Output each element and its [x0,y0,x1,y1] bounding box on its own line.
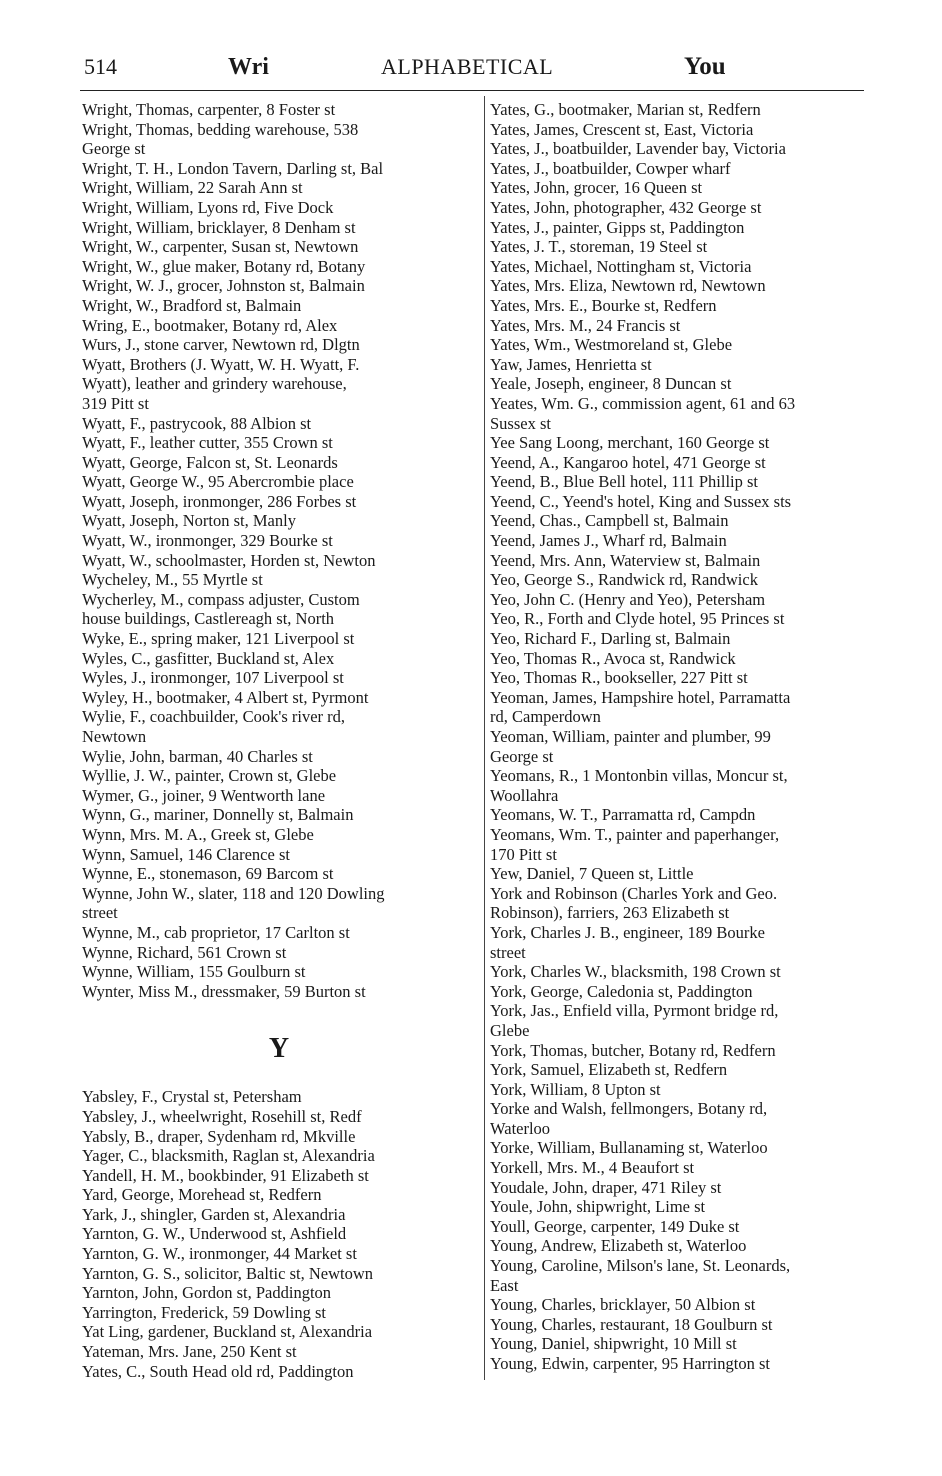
entry-line: Yeend, C., Yeend's hotel, King and Sussex sts [490,491,792,511]
directory-entry [82,962,476,982]
entry-line: Yeend, A., Kangaroo hotel, 471 George st [490,452,766,472]
directory-entry [82,453,476,473]
entry-line: Wright, Thomas, carpenter, 8 Foster st [82,100,336,119]
entry-continuation: George st [82,139,146,159]
directory-entry [490,335,866,355]
entry-line: Young, Caroline, Milson's lane, St. Leonards, [490,1256,791,1276]
directory-entry [490,198,866,218]
entry-line: Youle, John, shipwright, Lime st [490,1197,706,1217]
entry-continuation: Waterloo [490,1118,551,1138]
directory-entry [490,237,866,257]
directory-entry [82,472,476,492]
directory-entry [82,570,476,590]
entry-line: Wyley, H., bootmaker, 4 Albert st, Pyrmont [82,687,369,707]
directory-entry [490,570,866,590]
section-letter-y: Y [268,1033,290,1065]
directory-entry [490,355,866,375]
entry-line: Wynne, William, 155 Goulburn st [82,962,306,982]
entry-line: Wright, T. H., London Tavern, Darling st, Bal [82,158,384,178]
entry-continuation: street [490,942,526,962]
directory-entry [490,1060,866,1080]
directory-entry [490,884,866,923]
directory-entry [82,1283,476,1303]
directory-entry [82,178,476,198]
directory-entry [82,511,476,531]
entry-line: Young, Charles, bricklayer, 50 Albion st [490,1295,756,1315]
entry-line: Yates, J., boatbuilder, Lavender bay, Victoria [490,139,786,159]
entry-line: Yee Sang Loong, merchant, 160 George st [490,433,770,453]
directory-entry [490,805,866,825]
directory-entry [82,1362,476,1382]
directory-entry [82,1107,476,1127]
directory-entry [82,864,476,884]
entry-line: Wynne, M., cab proprietor, 17 Carlton st [82,922,350,942]
entry-line: Yarnton, John, Gordon st, Paddington [82,1283,332,1303]
header-rule [80,90,864,91]
directory-entry [490,472,866,492]
entry-continuation: street [82,903,118,923]
entry-line: Yates, Wm., Westmoreland st, Glebe [490,335,733,355]
entry-continuation: 170 Pitt st [490,844,557,864]
directory-entry [82,414,476,434]
entry-line: Yeo, Richard F., Darling st, Balmain [490,629,731,649]
entry-line: Young, Andrew, Elizabeth st, Waterloo [490,1236,747,1256]
entry-line: Yates, Michael, Nottingham st, Victoria [490,256,752,276]
directory-entry [490,316,866,336]
entry-line: Yeo, Thomas R., Avoca st, Randwick [490,648,736,668]
entry-line: York, Charles J. B., engineer, 189 Bourke [490,922,765,942]
entry-line: Wyatt, George W., 95 Abercrombie place [82,472,354,492]
entry-line: Youll, George, carpenter, 149 Duke st [490,1216,740,1236]
right-column [490,100,866,1374]
entry-line: Yabsley, F., Crystal st, Petersham [82,1087,302,1107]
entry-continuation: Robinson), farriers, 263 Elizabeth st [490,903,730,923]
entry-line: Youdale, John, draper, 471 Riley st [490,1177,722,1197]
directory-entry [490,923,866,962]
entry-line: Yandell, H. M., bookbinder, 91 Elizabeth st [82,1165,369,1185]
entry-line: Wyatt, George, Falcon st, St. Leonards [82,452,338,472]
directory-entry [82,198,476,218]
entry-line: Wycheley, M., 55 Myrtle st [82,570,263,590]
entry-line: Young, Edwin, carpenter, 95 Harrington st [490,1354,770,1373]
directory-entry [490,1041,866,1061]
directory-entry [82,492,476,512]
entry-line: Wurs, J., stone carver, Newtown rd, Dlgtn [82,335,360,355]
directory-entry [82,845,476,865]
directory-entry [82,747,476,767]
entry-line: Yarnton, G. S., solicitor, Baltic st, Newtown [82,1263,373,1283]
entry-line: York, Charles W., blacksmith, 198 Crown st [490,962,781,982]
directory-entry [490,1138,866,1158]
directory-entry [82,707,476,746]
entry-line: Yard, George, Morehead st, Redfern [82,1185,322,1205]
entry-line: Wright, W., carpenter, Susan st, Newtown [82,237,359,257]
directory-entry [82,590,476,629]
directory-entry [490,1236,866,1256]
right-guide-word: You [684,53,726,80]
entry-continuation: George st [490,746,554,766]
directory-entry [490,1001,866,1040]
entry-line: Yates, G., bootmaker, Marian st, Redfern [490,100,761,119]
entry-line: Yeale, Joseph, engineer, 8 Duncan st [490,374,732,394]
entry-line: Yew, Daniel, 7 Queen st, Little [490,864,694,884]
directory-entry [490,1197,866,1217]
entry-line: Yarnton, G. W., ironmonger, 44 Market st [82,1244,357,1264]
directory-entry [490,296,866,316]
entry-line: Wright, Thomas, bedding warehouse, 538 [82,119,359,139]
entry-line: Yates, Mrs. Eliza, Newtown rd, Newtown [490,276,766,296]
entry-line: Yager, C., blacksmith, Raglan st, Alexandria [82,1146,375,1166]
entry-continuation: 319 Pitt st [82,393,149,413]
directory-entry [490,1178,866,1198]
entry-continuation: Woollahra [490,785,559,805]
entry-line: Yates, James, Crescent st, East, Victoria [490,119,754,139]
entry-line: Wright, William, Lyons rd, Five Dock [82,197,334,217]
directory-entry [490,276,866,296]
directory-entry [82,159,476,179]
directory-entry [490,139,866,159]
directory-entry [82,1146,476,1166]
directory-entry [490,668,866,688]
entry-line: Wynn, Mrs. M. A., Greek st, Glebe [82,824,314,844]
entry-continuation: rd, Camperdown [490,707,601,727]
entry-line: Yorke, William, Bullanaming st, Waterloo [490,1138,768,1158]
directory-entry [82,433,476,453]
page-number: 514 [84,54,117,79]
entry-line: Wyllie, J. W., painter, Crown st, Glebe [82,766,337,786]
right-entries [490,100,866,1374]
entry-line: Yabsley, J., wheelwright, Rosehill st, Redf [82,1106,362,1126]
directory-entry [490,551,866,571]
directory-entry [82,218,476,238]
directory-entry [82,257,476,277]
entry-line: Wyatt, F., pastrycook, 88 Albion st [82,413,312,433]
directory-entry [490,1354,866,1374]
entry-line: Wylie, F., coachbuilder, Cook's river rd, [82,707,346,727]
directory-entry [82,1205,476,1225]
entry-line: Wyatt, Joseph, ironmonger, 286 Forbes st [82,491,357,511]
entry-line: Yeo, George S., Randwick rd, Randwick [490,570,758,590]
entry-line: Yeomans, Wm. T., painter and paperhanger, [490,824,780,844]
entry-line: Yates, J. T., storeman, 19 Steel st [490,237,708,257]
entry-line: Wyatt, Joseph, Norton st, Manly [82,511,296,531]
directory-entry [490,178,866,198]
directory-entry [82,531,476,551]
directory-entry [82,1087,476,1107]
entry-line: Wright, William, 22 Sarah Ann st [82,178,303,198]
entry-continuation: Glebe [490,1020,530,1040]
directory-entry [82,120,476,159]
entry-line: Wynn, Samuel, 146 Clarence st [82,844,290,864]
entry-line: Wyatt, W., ironmonger, 329 Bourke st [82,531,333,551]
section-title: ALPHABETICAL [381,54,554,79]
entry-line: Wyles, J., ironmonger, 107 Liverpool st [82,668,344,688]
directory-entry [490,609,866,629]
entry-line: York, George, Caledonia st, Paddington [490,981,753,1001]
entry-line: Yeates, Wm. G., commission agent, 61 and 63 [490,393,796,413]
directory-entry [82,1322,476,1342]
directory-entry [490,766,866,805]
directory-entry [82,335,476,355]
directory-entry [490,688,866,727]
directory-entry [82,276,476,296]
entry-line: Wyles, C., gasfitter, Buckland st, Alex [82,648,335,668]
directory-entry [490,159,866,179]
entry-line: York, Jas., Enfield villa, Pyrmont bridge rd, [490,1001,779,1021]
directory-entry [82,766,476,786]
entry-line: Yabsly, B., draper, Sydenham rd, Mkville [82,1126,356,1146]
directory-entry [490,1315,866,1335]
entry-line: Yates, Mrs. M., 24 Francis st [490,315,681,335]
entry-line: Wynne, E., stonemason, 69 Barcom st [82,864,334,884]
directory-entry [490,100,866,120]
entry-line: Yaw, James, Henrietta st [490,354,652,374]
entry-line: Yates, John, photographer, 432 George st [490,197,762,217]
entry-line: Yat Ling, gardener, Buckland st, Alexandria [82,1322,373,1342]
left-entries-y [82,1087,476,1381]
directory-entry [490,492,866,512]
left-entries-w [82,100,476,1001]
entry-line: Wright, William, bricklayer, 8 Denham st [82,217,356,237]
entry-line: York, Thomas, butcher, Botany rd, Redfern [490,1040,776,1060]
directory-entry [490,1099,866,1138]
entry-line: Yates, C., South Head old rd, Paddington [82,1361,354,1381]
directory-entry [490,1080,866,1100]
entry-line: Yeend, Mrs. Ann, Waterview st, Balmain [490,550,761,570]
directory-entry [82,237,476,257]
directory-entry [490,453,866,473]
entry-line: York and Robinson (Charles York and Geo. [490,883,778,903]
directory-entry [82,649,476,669]
directory-entry [490,962,866,982]
directory-entry [490,433,866,453]
entry-line: Wymer, G., joiner, 9 Wentworth lane [82,785,326,805]
directory-entry [490,1334,866,1354]
entry-line: Yeoman, William, painter and plumber, 99 [490,727,771,746]
directory-entry [82,296,476,316]
entry-line: Yeomans, R., 1 Montonbin villas, Moncur st, [490,766,788,786]
directory-entry [490,1295,866,1315]
directory-entry [490,120,866,140]
directory-entry [82,805,476,825]
entry-line: Wright, W. J., grocer, Johnston st, Balmain [82,276,365,296]
left-column [82,100,476,1381]
directory-entry [82,1342,476,1362]
entry-line: Yates, J., painter, Gipps st, Paddington [490,217,745,237]
directory-entry [82,943,476,963]
directory-entry [490,394,866,433]
entry-line: Yorke and Walsh, fellmongers, Botany rd, [490,1099,768,1119]
entry-line: Young, Daniel, shipwright, 10 Mill st [490,1334,737,1354]
directory-entry [490,982,866,1002]
entry-line: Yeend, B., Blue Bell hotel, 111 Phillip st [490,472,758,492]
directory-entry [82,1127,476,1147]
directory-entry [82,668,476,688]
directory-entry [490,511,866,531]
entry-line: Yeo, John C. (Henry and Yeo), Petersham [490,589,766,609]
directory-entry [490,864,866,884]
directory-entry [82,1166,476,1186]
entry-line: Wynter, Miss M., dressmaker, 59 Burton st [82,981,366,1001]
entry-line: Yeomans, W. T., Parramatta rd, Campdn [490,805,756,825]
directory-entry [490,590,866,610]
entry-line: York, Samuel, Elizabeth st, Redfern [490,1060,728,1080]
entry-line: Yeo, Thomas R., bookseller, 227 Pitt st [490,668,748,688]
entry-line: Wright, W., Bradford st, Balmain [82,295,302,315]
entry-line: Yorkell, Mrs. M., 4 Beaufort st [490,1158,695,1178]
directory-entry [82,825,476,845]
entry-continuation: house buildings, Castlereagh st, North [82,609,335,629]
entry-line: Wring, E., bootmaker, Botany rd, Alex [82,315,338,335]
directory-entry [82,100,476,120]
entry-continuation: Newtown [82,727,147,746]
entry-line: Wynne, John W., slater, 118 and 120 Dowling [82,883,385,903]
directory-entry [82,629,476,649]
column-divider [484,96,485,1380]
directory-entry [490,531,866,551]
entry-line: Wynn, G., mariner, Donnelly st, Balmain [82,805,354,825]
directory-entry [82,1244,476,1264]
directory-entry [490,1256,866,1295]
directory-entry [82,1264,476,1284]
entry-line: Yarrington, Frederick, 59 Dowling st [82,1302,326,1322]
entry-line: York, William, 8 Upton st [490,1079,661,1099]
entry-line: Wyatt, F., leather cutter, 355 Crown st [82,433,333,453]
entry-line: Yeend, Chas., Campbell st, Balmain [490,511,729,531]
entry-line: Yark, J., shingler, Garden st, Alexandria [82,1204,346,1224]
entry-line: Wynne, Richard, 561 Crown st [82,942,287,962]
entry-line: Young, Charles, restaurant, 18 Goulburn st [490,1314,773,1334]
directory-entry [82,316,476,336]
directory-entry [490,727,866,766]
entry-line: Yeend, James J., Wharf rd, Balmain [490,531,727,551]
entry-line: Wyatt, Brothers (J. Wyatt, W. H. Wyatt, F. [82,354,360,374]
directory-entry [490,1217,866,1237]
directory-entry [82,884,476,923]
entry-continuation: Wyatt), leather and grindery warehouse, [82,374,347,394]
directory-entry [82,688,476,708]
directory-entry [82,1303,476,1323]
entry-line: Yeoman, James, Hampshire hotel, Parramatta [490,687,791,707]
directory-entry [490,629,866,649]
entry-line: Wyke, E., spring maker, 121 Liverpool st [82,629,355,649]
directory-entry [490,257,866,277]
entry-line: Yates, J., boatbuilder, Cowper wharf [490,158,731,178]
entry-line: Wylie, John, barman, 40 Charles st [82,746,313,766]
entry-continuation: Sussex st [490,413,551,433]
directory-entry [490,649,866,669]
directory-entry [490,825,866,864]
directory-entry [490,1158,866,1178]
directory-entry [82,982,476,1002]
directory-entry [490,374,866,394]
entry-line: Yates, Mrs. E., Bourke st, Redfern [490,295,717,315]
entry-line: Yates, John, grocer, 16 Queen st [490,178,703,198]
directory-entry [490,218,866,238]
directory-entry [82,786,476,806]
entry-line: Wright, W., glue maker, Botany rd, Botany [82,256,366,276]
directory-entry [82,551,476,571]
directory-entry [82,355,476,414]
entry-line: Yeo, R., Forth and Clyde hotel, 95 Princes st [490,609,785,629]
entry-line: Wycherley, M., compass adjuster, Custom [82,589,360,609]
directory-entry [82,1185,476,1205]
left-guide-word: Wri [228,54,269,80]
directory-entry [82,1224,476,1244]
entry-continuation: East [490,1275,519,1295]
directory-entry [82,923,476,943]
entry-line: Wyatt, W., schoolmaster, Horden st, Newton [82,550,376,570]
entry-line: Yarnton, G. W., Underwood st, Ashfield [82,1224,347,1244]
entry-line: Yateman, Mrs. Jane, 250 Kent st [82,1342,297,1362]
